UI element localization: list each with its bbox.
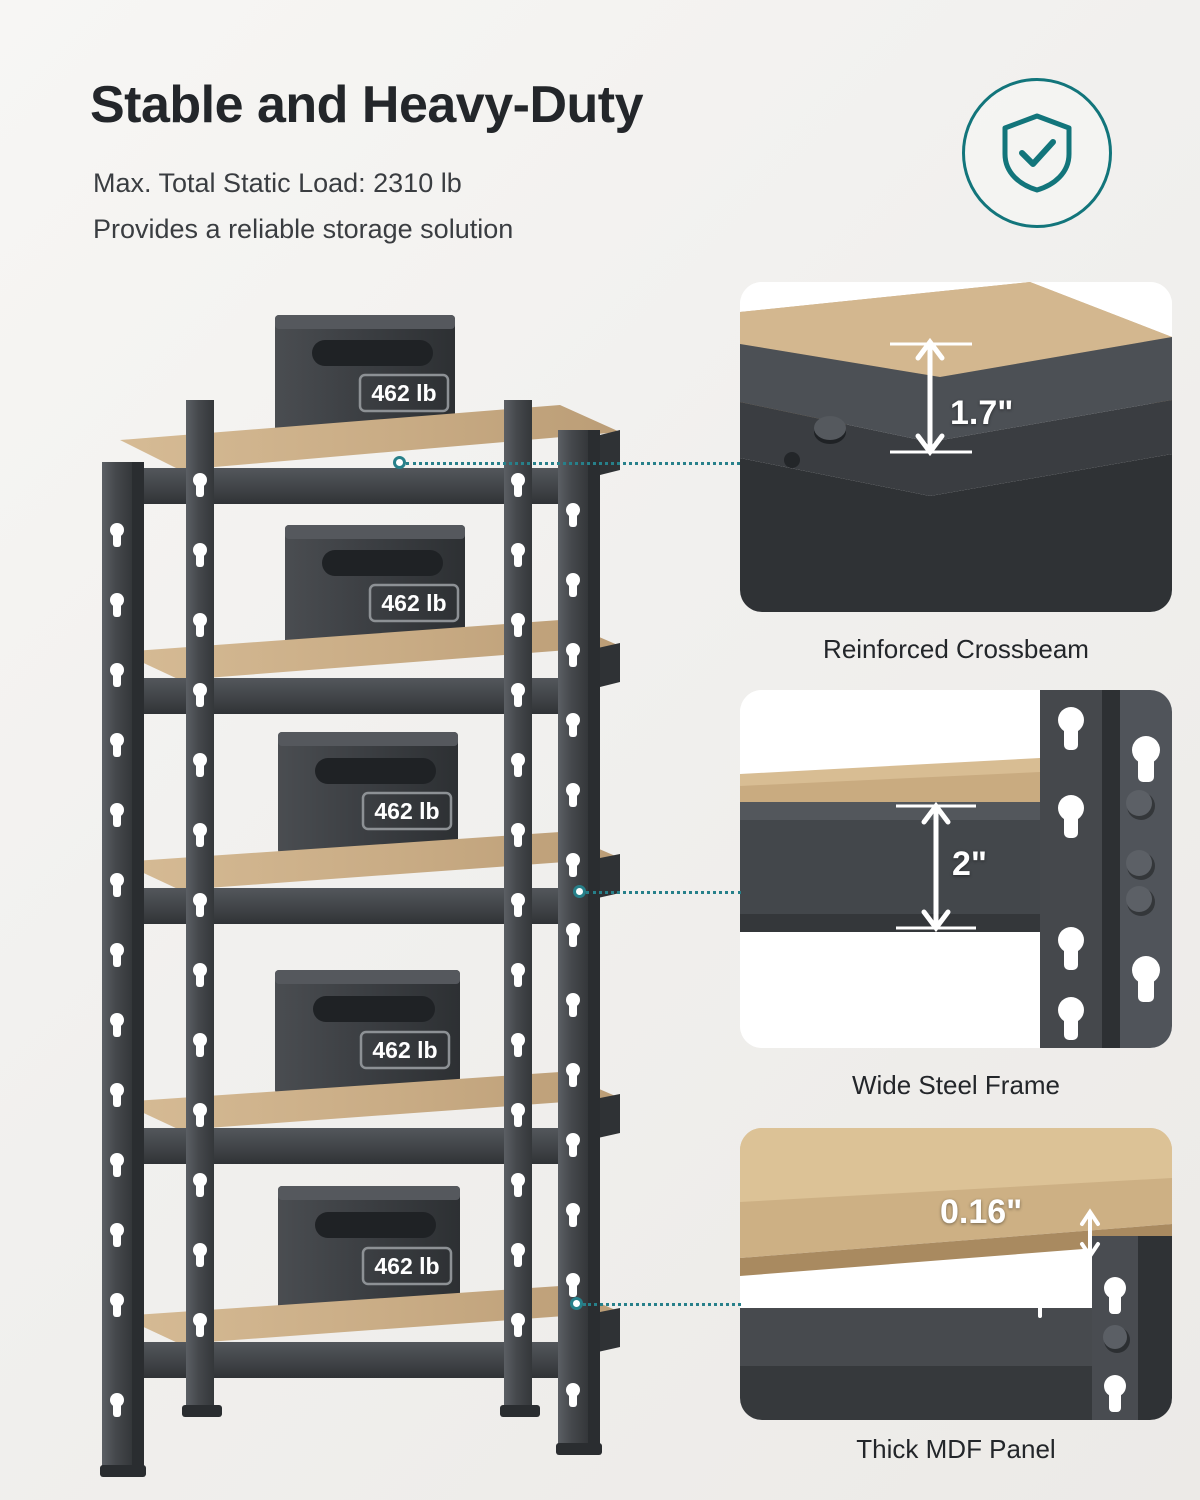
subtitle-storage-solution: Provides a reliable storage solution bbox=[93, 214, 514, 244]
crossbeam-detail-image bbox=[740, 282, 1172, 612]
dimension-label-steel-frame: 2" bbox=[952, 845, 988, 883]
connector-line-crossbeam bbox=[406, 462, 740, 465]
weight-label-2: 462 lb bbox=[381, 590, 447, 616]
weight-block-5 bbox=[278, 1186, 460, 1310]
weight-block-3 bbox=[278, 732, 458, 854]
connector-dot-crossbeam bbox=[393, 456, 406, 469]
connector-dot-mdf-panel bbox=[570, 1297, 583, 1310]
feature-card-thick-mdf-panel bbox=[740, 1128, 1172, 1420]
dimension-label-mdf-panel: 0.16" bbox=[940, 1193, 1023, 1231]
page-title: Stable and Heavy-Duty bbox=[90, 76, 643, 134]
feature-card-reinforced-crossbeam bbox=[740, 282, 1172, 612]
weight-label-4: 462 lb bbox=[372, 1037, 438, 1063]
weight-label-3: 462 lb bbox=[374, 798, 440, 824]
connector-line-steel-frame bbox=[586, 891, 741, 894]
connector-line-mdf-panel bbox=[583, 1303, 741, 1306]
shelving-unit-svg bbox=[60, 280, 720, 1480]
caption-reinforced-crossbeam: Reinforced Crossbeam bbox=[823, 634, 1089, 664]
weight-block-4 bbox=[275, 970, 460, 1094]
dimension-label-crossbeam: 1.7" bbox=[950, 394, 1014, 432]
subtitle-static-load: Max. Total Static Load: 2310 lb bbox=[93, 168, 462, 198]
product-illustration bbox=[60, 280, 720, 1480]
front-left-post bbox=[102, 462, 144, 1472]
shield-check-icon bbox=[998, 111, 1076, 195]
caption-wide-steel-frame: Wide Steel Frame bbox=[851, 1070, 1061, 1100]
weight-label-5: 462 lb bbox=[374, 1253, 440, 1279]
connector-dot-steel-frame bbox=[573, 885, 586, 898]
weight-label-1: 462 lb bbox=[371, 380, 437, 406]
caption-thick-mdf-panel: Thick MDF Panel bbox=[856, 1434, 1056, 1464]
shield-badge bbox=[962, 78, 1112, 228]
mdf-panel-detail-image bbox=[740, 1128, 1172, 1420]
weight-block-2 bbox=[285, 525, 465, 645]
feature-card-wide-steel-frame bbox=[740, 690, 1172, 1048]
